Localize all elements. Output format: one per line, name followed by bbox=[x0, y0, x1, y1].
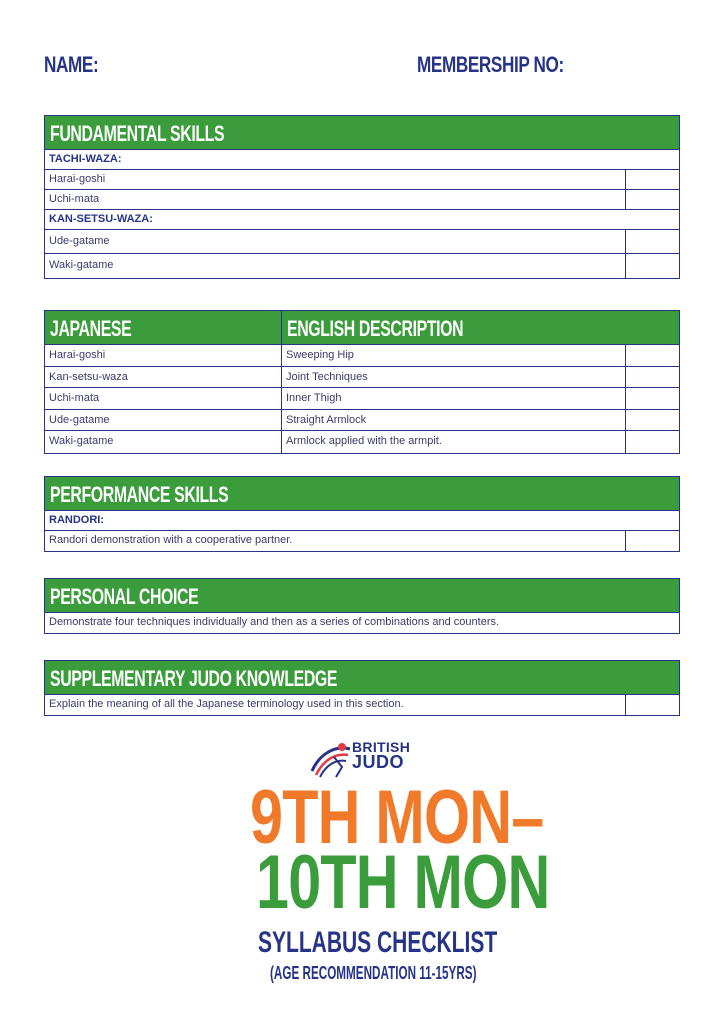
skill-label: Harai-goshi bbox=[49, 173, 106, 185]
terminology-row bbox=[45, 431, 679, 453]
checklist-row bbox=[45, 170, 679, 190]
group-heading-row bbox=[45, 150, 679, 170]
skill-label: Demonstrate four techniques individually and then as a series of combinations and counters. bbox=[49, 616, 500, 628]
japanese-column-header: JAPANESE bbox=[50, 316, 132, 341]
checkbox-cell[interactable] bbox=[625, 190, 679, 209]
terminology-section bbox=[44, 310, 680, 454]
japanese-term: Harai-goshi bbox=[49, 349, 106, 361]
terminology-row bbox=[45, 345, 679, 367]
syllabus-subtitle: SYLLABUS CHECKLIST bbox=[258, 926, 498, 959]
skill-label: Ude-gatame bbox=[49, 235, 110, 247]
terminology-header bbox=[45, 311, 679, 345]
section-title: PERSONAL CHOICE bbox=[45, 579, 679, 613]
skill-label: Randori demonstration with a cooperative partner. bbox=[49, 534, 293, 546]
checkbox-cell[interactable] bbox=[625, 345, 679, 366]
checkbox-cell[interactable] bbox=[625, 170, 679, 189]
checkbox-cell[interactable] bbox=[625, 431, 679, 453]
checkbox-cell[interactable] bbox=[625, 410, 679, 431]
japanese-term: Kan-setsu-waza bbox=[49, 370, 128, 383]
age-recommendation: (AGE RECOMMENDATION 11-15YRS) bbox=[270, 963, 477, 983]
japanese-term: Ude-gatame bbox=[49, 413, 110, 426]
checkbox-cell[interactable] bbox=[625, 230, 679, 253]
checklist-row bbox=[45, 613, 679, 633]
group-heading-row bbox=[45, 511, 679, 531]
japanese-term: Waki-gatame bbox=[49, 435, 114, 447]
checkbox-cell[interactable] bbox=[625, 254, 679, 278]
name-label: NAME: bbox=[44, 52, 99, 77]
group-heading: TACHI-WAZA: bbox=[49, 153, 122, 165]
terminology-row bbox=[45, 410, 679, 432]
performance-skills-section bbox=[44, 476, 680, 552]
checklist-row bbox=[45, 254, 679, 278]
terminology-row bbox=[45, 388, 679, 410]
section-title: FUNDAMENTAL SKILLS bbox=[45, 116, 679, 150]
section-title: SUPPLEMENTARY JUDO KNOWLEDGE bbox=[45, 661, 679, 695]
checkbox-cell[interactable] bbox=[625, 388, 679, 409]
logo-line-british: BRITISH bbox=[352, 739, 411, 755]
checklist-row bbox=[45, 230, 679, 254]
checklist-row bbox=[45, 695, 679, 715]
logo-line-judo: JUDO bbox=[352, 752, 405, 772]
english-description: Sweeping Hip bbox=[281, 345, 625, 366]
group-heading: KAN-SETSU-WAZA: bbox=[49, 213, 153, 225]
terminology-row bbox=[45, 367, 679, 389]
english-description: Joint Techniques bbox=[281, 367, 625, 388]
english-description: Straight Armlock bbox=[281, 410, 625, 431]
grade-title-line2: 10TH MON bbox=[256, 840, 550, 925]
checkbox-cell[interactable] bbox=[625, 695, 679, 715]
group-heading-row bbox=[45, 210, 679, 230]
checklist-row bbox=[45, 190, 679, 210]
section-title: PERFORMANCE SKILLS bbox=[45, 477, 679, 511]
english-description: Armlock applied with the armpit. bbox=[281, 431, 625, 453]
checkbox-cell[interactable] bbox=[625, 531, 679, 551]
skill-label: Uchi-mata bbox=[49, 193, 100, 205]
skill-label: Explain the meaning of all the Japanese terminology used in this section. bbox=[49, 698, 404, 710]
logo-wordmark bbox=[352, 740, 410, 770]
japanese-term: Uchi-mata bbox=[49, 392, 100, 404]
personal-choice-section bbox=[44, 578, 680, 634]
membership-number-label: MEMBERSHIP NO: bbox=[417, 52, 564, 77]
english-description: Inner Thigh bbox=[281, 388, 625, 409]
checklist-row bbox=[45, 531, 679, 551]
fundamental-skills-section bbox=[44, 115, 680, 279]
supplementary-knowledge-section bbox=[44, 660, 680, 716]
group-heading: RANDORI: bbox=[49, 514, 104, 526]
checkbox-cell[interactable] bbox=[625, 367, 679, 388]
grade-title-line1: 9TH MON– bbox=[250, 775, 544, 860]
english-column-header: ENGLISH DESCRIPTION bbox=[281, 311, 679, 344]
skill-label: Waki-gatame bbox=[49, 259, 114, 271]
